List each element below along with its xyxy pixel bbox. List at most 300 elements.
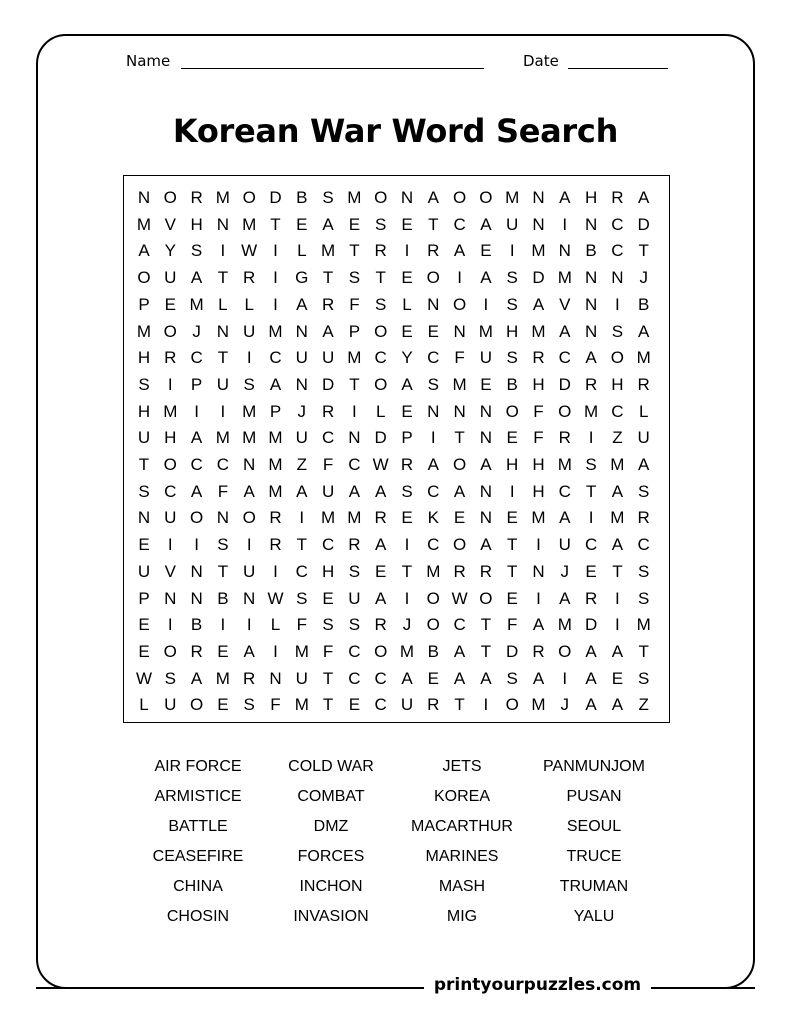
grid-letter[interactable]: U bbox=[348, 588, 361, 608]
grid-letter[interactable]: E bbox=[453, 508, 466, 528]
grid-letter[interactable]: M bbox=[557, 615, 572, 635]
grid-letter[interactable]: E bbox=[401, 508, 413, 528]
grid-letter[interactable]: U bbox=[295, 348, 308, 368]
grid-letter[interactable]: R bbox=[321, 294, 335, 314]
grid-letter[interactable]: J bbox=[560, 695, 570, 715]
grid-letter[interactable]: M bbox=[531, 241, 546, 261]
grid-letter[interactable]: L bbox=[244, 294, 254, 314]
grid-letter[interactable]: I bbox=[273, 561, 278, 581]
grid-letter[interactable]: O bbox=[242, 508, 256, 528]
grid-letter[interactable]: A bbox=[453, 241, 466, 261]
grid-letter[interactable]: F bbox=[217, 481, 229, 501]
grid-letter[interactable]: D bbox=[506, 641, 519, 661]
grid-letter[interactable]: I bbox=[536, 588, 541, 608]
grid-letter[interactable]: N bbox=[243, 455, 256, 474]
grid-letter[interactable]: T bbox=[506, 561, 518, 581]
grid-letter[interactable]: Y bbox=[401, 348, 413, 368]
grid-letter[interactable]: A bbox=[585, 695, 597, 715]
grid-letter[interactable]: T bbox=[217, 348, 229, 368]
name-field-line[interactable] bbox=[181, 68, 484, 69]
grid-letter[interactable]: R bbox=[374, 241, 387, 261]
grid-letter[interactable]: E bbox=[506, 508, 518, 528]
grid-letter[interactable]: I bbox=[194, 535, 199, 555]
grid-letter[interactable]: L bbox=[270, 615, 281, 635]
grid-letter[interactable]: T bbox=[270, 214, 281, 234]
grid-letter[interactable]: M bbox=[294, 641, 309, 661]
grid-letter[interactable]: Z bbox=[638, 695, 649, 715]
grid-letter[interactable]: A bbox=[401, 668, 413, 688]
grid-letter[interactable]: A bbox=[611, 481, 624, 501]
grid-letter[interactable]: R bbox=[269, 508, 282, 528]
grid-letter[interactable]: D bbox=[558, 374, 571, 394]
grid-letter[interactable]: O bbox=[505, 695, 519, 715]
grid-letter[interactable]: T bbox=[349, 374, 360, 394]
grid-letter[interactable]: E bbox=[217, 641, 229, 661]
grid-letter[interactable]: F bbox=[322, 455, 334, 474]
grid-letter[interactable]: A bbox=[453, 641, 466, 661]
grid-letter[interactable]: O bbox=[426, 615, 440, 635]
grid-letter[interactable]: I bbox=[483, 294, 489, 314]
grid-letter[interactable]: F bbox=[533, 401, 544, 421]
grid-letter[interactable]: R bbox=[190, 641, 203, 661]
grid-letter[interactable]: N bbox=[479, 481, 493, 501]
grid-letter[interactable]: C bbox=[453, 214, 466, 234]
grid-letter[interactable]: S bbox=[348, 268, 361, 288]
grid-letter[interactable]: I bbox=[273, 241, 278, 261]
grid-letter[interactable]: E bbox=[427, 321, 439, 341]
grid-letter[interactable]: F bbox=[349, 294, 360, 314]
grid-letter[interactable]: A bbox=[480, 268, 492, 288]
grid-letter[interactable]: I bbox=[220, 241, 226, 261]
grid-letter[interactable]: H bbox=[584, 188, 598, 207]
grid-letter[interactable]: T bbox=[296, 535, 307, 555]
grid-letter[interactable]: R bbox=[269, 535, 282, 555]
grid-letter[interactable]: E bbox=[427, 668, 439, 688]
grid-letter[interactable]: A bbox=[559, 321, 571, 341]
grid-letter[interactable]: N bbox=[137, 188, 151, 207]
grid-letter[interactable]: P bbox=[138, 294, 150, 314]
grid-letter[interactable]: R bbox=[243, 268, 256, 288]
grid-letter[interactable]: A bbox=[611, 641, 624, 661]
grid-letter[interactable]: H bbox=[506, 455, 519, 474]
grid-letter[interactable]: C bbox=[637, 535, 650, 555]
grid-letter[interactable]: I bbox=[562, 668, 568, 688]
grid-letter[interactable]: E bbox=[401, 268, 413, 288]
grid-letter[interactable]: C bbox=[584, 535, 598, 555]
grid-letter[interactable]: U bbox=[243, 561, 256, 581]
grid-letter[interactable]: O bbox=[452, 455, 467, 474]
grid-letter[interactable]: I bbox=[509, 241, 515, 261]
grid-letter[interactable]: A bbox=[480, 455, 492, 474]
grid-letter[interactable]: I bbox=[430, 428, 436, 448]
grid-letter[interactable]: M bbox=[163, 401, 178, 421]
grid-letter[interactable]: I bbox=[273, 641, 278, 661]
grid-letter[interactable]: K bbox=[427, 508, 439, 528]
grid-letter[interactable]: O bbox=[189, 695, 204, 715]
grid-letter[interactable]: J bbox=[560, 561, 570, 581]
grid-letter[interactable]: N bbox=[479, 508, 493, 528]
grid-letter[interactable]: A bbox=[532, 615, 545, 635]
grid-letter[interactable]: O bbox=[505, 401, 519, 421]
grid-letter[interactable]: R bbox=[348, 535, 361, 555]
grid-letter[interactable]: S bbox=[638, 481, 650, 501]
grid-letter[interactable]: U bbox=[164, 508, 177, 528]
grid-letter[interactable]: D bbox=[584, 615, 598, 635]
grid-letter[interactable]: S bbox=[638, 561, 650, 581]
grid-letter[interactable]: F bbox=[506, 615, 518, 635]
grid-letter[interactable]: E bbox=[375, 561, 387, 581]
grid-letter[interactable]: L bbox=[297, 241, 307, 261]
grid-letter[interactable]: G bbox=[295, 268, 309, 288]
grid-letter[interactable]: M bbox=[531, 321, 546, 341]
grid-letter[interactable]: S bbox=[375, 214, 387, 234]
grid-letter[interactable]: I bbox=[167, 374, 173, 394]
grid-letter[interactable]: M bbox=[347, 188, 362, 207]
grid-letter[interactable]: N bbox=[400, 188, 414, 207]
grid-letter[interactable]: C bbox=[611, 214, 624, 234]
grid-letter[interactable]: T bbox=[585, 481, 597, 501]
grid-letter[interactable]: S bbox=[243, 695, 255, 715]
grid-letter[interactable]: M bbox=[399, 641, 415, 661]
grid-letter[interactable]: R bbox=[584, 588, 598, 608]
grid-letter[interactable]: C bbox=[611, 241, 624, 261]
grid-letter[interactable]: A bbox=[559, 188, 571, 207]
grid-letter[interactable]: E bbox=[611, 668, 624, 688]
grid-letter[interactable]: U bbox=[479, 348, 493, 368]
grid-letter[interactable]: A bbox=[638, 188, 650, 207]
grid-letter[interactable]: F bbox=[322, 641, 334, 661]
grid-letter[interactable]: C bbox=[427, 481, 440, 501]
grid-letter[interactable]: M bbox=[215, 188, 230, 207]
grid-letter[interactable]: E bbox=[506, 428, 518, 448]
grid-letter[interactable]: I bbox=[404, 588, 410, 608]
grid-letter[interactable]: U bbox=[137, 561, 151, 581]
grid-letter[interactable]: N bbox=[453, 401, 466, 421]
grid-letter[interactable]: A bbox=[559, 508, 571, 528]
grid-letter[interactable]: A bbox=[375, 588, 387, 608]
grid-letter[interactable]: E bbox=[164, 294, 176, 314]
grid-letter[interactable]: M bbox=[189, 294, 204, 314]
grid-letter[interactable]: T bbox=[401, 561, 413, 581]
grid-letter[interactable]: A bbox=[138, 241, 150, 261]
grid-letter[interactable]: A bbox=[269, 374, 282, 394]
grid-letter[interactable]: M bbox=[136, 214, 152, 234]
grid-letter[interactable]: N bbox=[190, 561, 203, 581]
grid-letter[interactable]: A bbox=[480, 535, 492, 555]
grid-letter[interactable]: O bbox=[374, 374, 388, 394]
grid-letter[interactable]: U bbox=[164, 695, 177, 715]
grid-letter[interactable]: A bbox=[480, 214, 492, 234]
grid-letter[interactable]: E bbox=[348, 214, 361, 234]
grid-letter[interactable]: I bbox=[352, 401, 357, 421]
grid-letter[interactable]: H bbox=[164, 428, 177, 448]
grid-letter[interactable]: I bbox=[246, 535, 252, 555]
grid-letter[interactable]: I bbox=[246, 615, 252, 635]
grid-letter[interactable]: T bbox=[322, 695, 334, 715]
grid-letter[interactable]: N bbox=[584, 321, 598, 341]
grid-letter[interactable]: R bbox=[374, 508, 387, 528]
grid-letter[interactable]: E bbox=[138, 615, 150, 635]
grid-letter[interactable]: S bbox=[322, 188, 334, 207]
grid-letter[interactable]: S bbox=[322, 615, 334, 635]
grid-letter[interactable]: M bbox=[531, 695, 546, 715]
grid-letter[interactable]: T bbox=[217, 561, 229, 581]
grid-letter[interactable]: J bbox=[192, 321, 201, 341]
grid-letter[interactable]: M bbox=[347, 348, 362, 368]
grid-letter[interactable]: I bbox=[615, 294, 620, 314]
grid-letter[interactable]: R bbox=[243, 668, 256, 688]
grid-letter[interactable]: S bbox=[638, 588, 650, 608]
grid-letter[interactable]: A bbox=[243, 481, 255, 501]
grid-letter[interactable]: M bbox=[347, 508, 362, 528]
grid-letter[interactable]: S bbox=[190, 241, 203, 261]
grid-letter[interactable]: I bbox=[615, 615, 620, 635]
grid-letter[interactable]: N bbox=[584, 268, 598, 288]
grid-letter[interactable]: C bbox=[558, 348, 571, 368]
grid-letter[interactable]: I bbox=[404, 241, 410, 261]
grid-letter[interactable]: C bbox=[321, 535, 335, 555]
grid-letter[interactable]: U bbox=[137, 428, 151, 448]
grid-letter[interactable]: P bbox=[269, 401, 282, 421]
grid-letter[interactable]: A bbox=[585, 348, 597, 368]
grid-letter[interactable]: A bbox=[532, 294, 545, 314]
grid-letter[interactable]: A bbox=[427, 188, 439, 207]
grid-letter[interactable]: O bbox=[479, 588, 493, 608]
grid-letter[interactable]: I bbox=[615, 588, 620, 608]
grid-letter[interactable]: N bbox=[190, 588, 203, 608]
grid-letter[interactable]: R bbox=[427, 695, 440, 715]
grid-letter[interactable]: O bbox=[163, 321, 177, 341]
grid-letter[interactable]: U bbox=[506, 214, 519, 234]
grid-letter[interactable]: U bbox=[558, 535, 571, 555]
grid-letter[interactable]: O bbox=[426, 268, 440, 288]
grid-letter[interactable]: R bbox=[190, 188, 203, 207]
grid-letter[interactable]: T bbox=[138, 455, 150, 474]
grid-letter[interactable]: N bbox=[532, 188, 545, 207]
grid-letter[interactable]: P bbox=[190, 374, 203, 394]
grid-letter[interactable]: E bbox=[322, 588, 334, 608]
grid-letter[interactable]: N bbox=[584, 294, 598, 314]
grid-letter[interactable]: O bbox=[242, 188, 256, 207]
grid-letter[interactable]: B bbox=[638, 294, 650, 314]
grid-letter[interactable]: O bbox=[374, 188, 388, 207]
grid-letter[interactable]: N bbox=[453, 321, 466, 341]
grid-letter[interactable]: S bbox=[401, 481, 413, 501]
grid-letter[interactable]: S bbox=[427, 374, 439, 394]
grid-letter[interactable]: C bbox=[558, 481, 571, 501]
grid-letter[interactable]: A bbox=[190, 428, 203, 448]
grid-letter[interactable]: E bbox=[585, 561, 597, 581]
grid-letter[interactable]: I bbox=[167, 615, 173, 635]
grid-letter[interactable]: S bbox=[506, 348, 518, 368]
grid-letter[interactable]: N bbox=[532, 561, 545, 581]
grid-letter[interactable]: I bbox=[588, 428, 594, 448]
grid-letter[interactable]: D bbox=[374, 428, 387, 448]
grid-letter[interactable]: T bbox=[480, 641, 492, 661]
grid-letter[interactable]: P bbox=[138, 588, 150, 608]
grid-letter[interactable]: T bbox=[612, 561, 623, 581]
grid-letter[interactable]: E bbox=[296, 214, 308, 234]
grid-letter[interactable]: U bbox=[295, 668, 308, 688]
grid-letter[interactable]: Y bbox=[164, 241, 176, 261]
grid-letter[interactable]: U bbox=[216, 374, 230, 394]
grid-letter[interactable]: U bbox=[243, 321, 256, 341]
grid-letter[interactable]: P bbox=[348, 321, 361, 341]
grid-letter[interactable]: M bbox=[215, 428, 230, 448]
grid-letter[interactable]: I bbox=[404, 535, 410, 555]
grid-letter[interactable]: T bbox=[322, 268, 334, 288]
grid-letter[interactable]: U bbox=[637, 428, 650, 448]
grid-letter[interactable]: D bbox=[532, 268, 545, 288]
grid-letter[interactable]: R bbox=[532, 641, 545, 661]
grid-letter[interactable]: C bbox=[374, 348, 387, 368]
grid-letter[interactable]: L bbox=[638, 401, 649, 421]
grid-letter[interactable]: M bbox=[268, 481, 283, 501]
grid-letter[interactable]: A bbox=[453, 481, 466, 501]
grid-letter[interactable]: S bbox=[164, 668, 176, 688]
grid-letter[interactable]: A bbox=[375, 535, 387, 555]
grid-letter[interactable]: R bbox=[453, 561, 466, 581]
grid-letter[interactable]: N bbox=[611, 268, 624, 288]
grid-letter[interactable]: O bbox=[610, 348, 624, 368]
grid-letter[interactable]: T bbox=[506, 535, 518, 555]
grid-letter[interactable]: W bbox=[451, 588, 468, 608]
grid-letter[interactable]: C bbox=[348, 641, 361, 661]
grid-letter[interactable]: C bbox=[374, 695, 387, 715]
grid-letter[interactable]: D bbox=[321, 374, 335, 394]
grid-letter[interactable]: L bbox=[375, 401, 386, 421]
grid-letter[interactable]: S bbox=[506, 294, 518, 314]
grid-letter[interactable]: I bbox=[457, 268, 462, 288]
grid-letter[interactable]: I bbox=[273, 268, 278, 288]
grid-letter[interactable]: C bbox=[216, 455, 230, 474]
grid-letter[interactable]: N bbox=[479, 401, 493, 421]
grid-letter[interactable]: R bbox=[479, 561, 493, 581]
grid-letter[interactable]: E bbox=[348, 695, 361, 715]
grid-letter[interactable]: N bbox=[584, 214, 598, 234]
grid-letter[interactable]: A bbox=[296, 481, 308, 501]
grid-letter[interactable]: R bbox=[321, 401, 335, 421]
grid-letter[interactable]: M bbox=[321, 241, 336, 261]
grid-letter[interactable]: V bbox=[164, 561, 176, 581]
grid-letter[interactable]: A bbox=[611, 695, 624, 715]
grid-letter[interactable]: A bbox=[243, 641, 255, 661]
grid-letter[interactable]: E bbox=[401, 321, 413, 341]
grid-letter[interactable]: O bbox=[374, 321, 388, 341]
grid-letter[interactable]: R bbox=[637, 374, 650, 394]
grid-letter[interactable]: A bbox=[585, 641, 597, 661]
grid-letter[interactable]: A bbox=[401, 374, 413, 394]
grid-letter[interactable]: M bbox=[268, 455, 283, 474]
grid-letter[interactable]: A bbox=[296, 294, 308, 314]
grid-letter[interactable]: H bbox=[532, 374, 545, 394]
grid-letter[interactable]: L bbox=[218, 294, 228, 314]
grid-letter[interactable]: M bbox=[294, 695, 309, 715]
grid-letter[interactable]: T bbox=[375, 268, 386, 288]
grid-letter[interactable]: T bbox=[428, 214, 439, 234]
grid-letter[interactable]: H bbox=[190, 214, 203, 234]
grid-letter[interactable]: I bbox=[536, 535, 541, 555]
grid-letter[interactable]: I bbox=[220, 615, 226, 635]
grid-letter[interactable]: O bbox=[163, 455, 177, 474]
grid-letter[interactable]: B bbox=[506, 374, 518, 394]
grid-letter[interactable]: O bbox=[479, 188, 493, 207]
grid-letter[interactable]: W bbox=[241, 241, 258, 261]
grid-letter[interactable]: T bbox=[638, 241, 649, 261]
grid-letter[interactable]: J bbox=[402, 615, 412, 635]
grid-letter[interactable]: U bbox=[321, 348, 335, 368]
grid-letter[interactable]: S bbox=[506, 668, 518, 688]
grid-letter[interactable]: E bbox=[480, 374, 492, 394]
grid-letter[interactable]: E bbox=[401, 214, 413, 234]
grid-letter[interactable]: H bbox=[532, 455, 545, 474]
grid-letter[interactable]: H bbox=[137, 401, 151, 421]
grid-letter[interactable]: S bbox=[138, 374, 150, 394]
grid-letter[interactable]: A bbox=[532, 668, 545, 688]
grid-letter[interactable]: C bbox=[348, 668, 361, 688]
grid-letter[interactable]: A bbox=[638, 321, 650, 341]
grid-letter[interactable]: S bbox=[138, 481, 150, 501]
grid-letter[interactable]: N bbox=[295, 321, 308, 341]
grid-letter[interactable]: O bbox=[452, 188, 467, 207]
grid-letter[interactable]: U bbox=[164, 268, 177, 288]
grid-letter[interactable]: I bbox=[509, 481, 515, 501]
grid-letter[interactable]: P bbox=[401, 428, 413, 448]
grid-letter[interactable]: T bbox=[454, 695, 465, 715]
grid-letter[interactable]: N bbox=[216, 508, 230, 528]
grid-letter[interactable]: N bbox=[295, 374, 308, 394]
grid-letter[interactable]: A bbox=[611, 535, 624, 555]
grid-letter[interactable]: E bbox=[401, 401, 413, 421]
grid-letter[interactable]: S bbox=[638, 668, 650, 688]
grid-letter[interactable]: S bbox=[217, 535, 229, 555]
grid-letter[interactable]: T bbox=[217, 268, 229, 288]
grid-letter[interactable]: A bbox=[559, 588, 571, 608]
grid-letter[interactable]: U bbox=[321, 481, 335, 501]
grid-letter[interactable]: I bbox=[588, 508, 594, 528]
grid-letter[interactable]: B bbox=[296, 188, 308, 207]
grid-letter[interactable]: A bbox=[190, 668, 203, 688]
grid-letter[interactable]: F bbox=[454, 348, 465, 368]
grid-letter[interactable]: N bbox=[243, 588, 256, 608]
grid-letter[interactable]: M bbox=[268, 321, 283, 341]
grid-letter[interactable]: R bbox=[427, 241, 440, 261]
grid-letter[interactable]: I bbox=[483, 695, 489, 715]
grid-letter[interactable]: S bbox=[585, 455, 597, 474]
grid-letter[interactable]: C bbox=[295, 561, 308, 581]
grid-letter[interactable]: I bbox=[273, 294, 278, 314]
grid-letter[interactable]: N bbox=[532, 214, 545, 234]
grid-letter[interactable]: A bbox=[585, 668, 597, 688]
grid-letter[interactable]: S bbox=[506, 268, 518, 288]
grid-letter[interactable]: M bbox=[636, 348, 651, 368]
grid-letter[interactable]: T bbox=[480, 615, 492, 635]
grid-letter[interactable]: A bbox=[322, 321, 334, 341]
grid-letter[interactable]: R bbox=[637, 508, 650, 528]
grid-letter[interactable]: M bbox=[636, 615, 651, 635]
grid-letter[interactable]: C bbox=[269, 348, 282, 368]
grid-letter[interactable]: B bbox=[217, 588, 229, 608]
grid-letter[interactable]: A bbox=[322, 214, 334, 234]
grid-letter[interactable]: R bbox=[558, 428, 571, 448]
grid-letter[interactable]: N bbox=[137, 508, 151, 528]
grid-letter[interactable]: N bbox=[558, 241, 571, 261]
grid-letter[interactable]: N bbox=[479, 428, 493, 448]
grid-letter[interactable]: O bbox=[452, 294, 467, 314]
grid-letter[interactable]: D bbox=[637, 214, 650, 234]
grid-letter[interactable]: L bbox=[402, 294, 412, 314]
grid-letter[interactable]: C bbox=[321, 428, 335, 448]
